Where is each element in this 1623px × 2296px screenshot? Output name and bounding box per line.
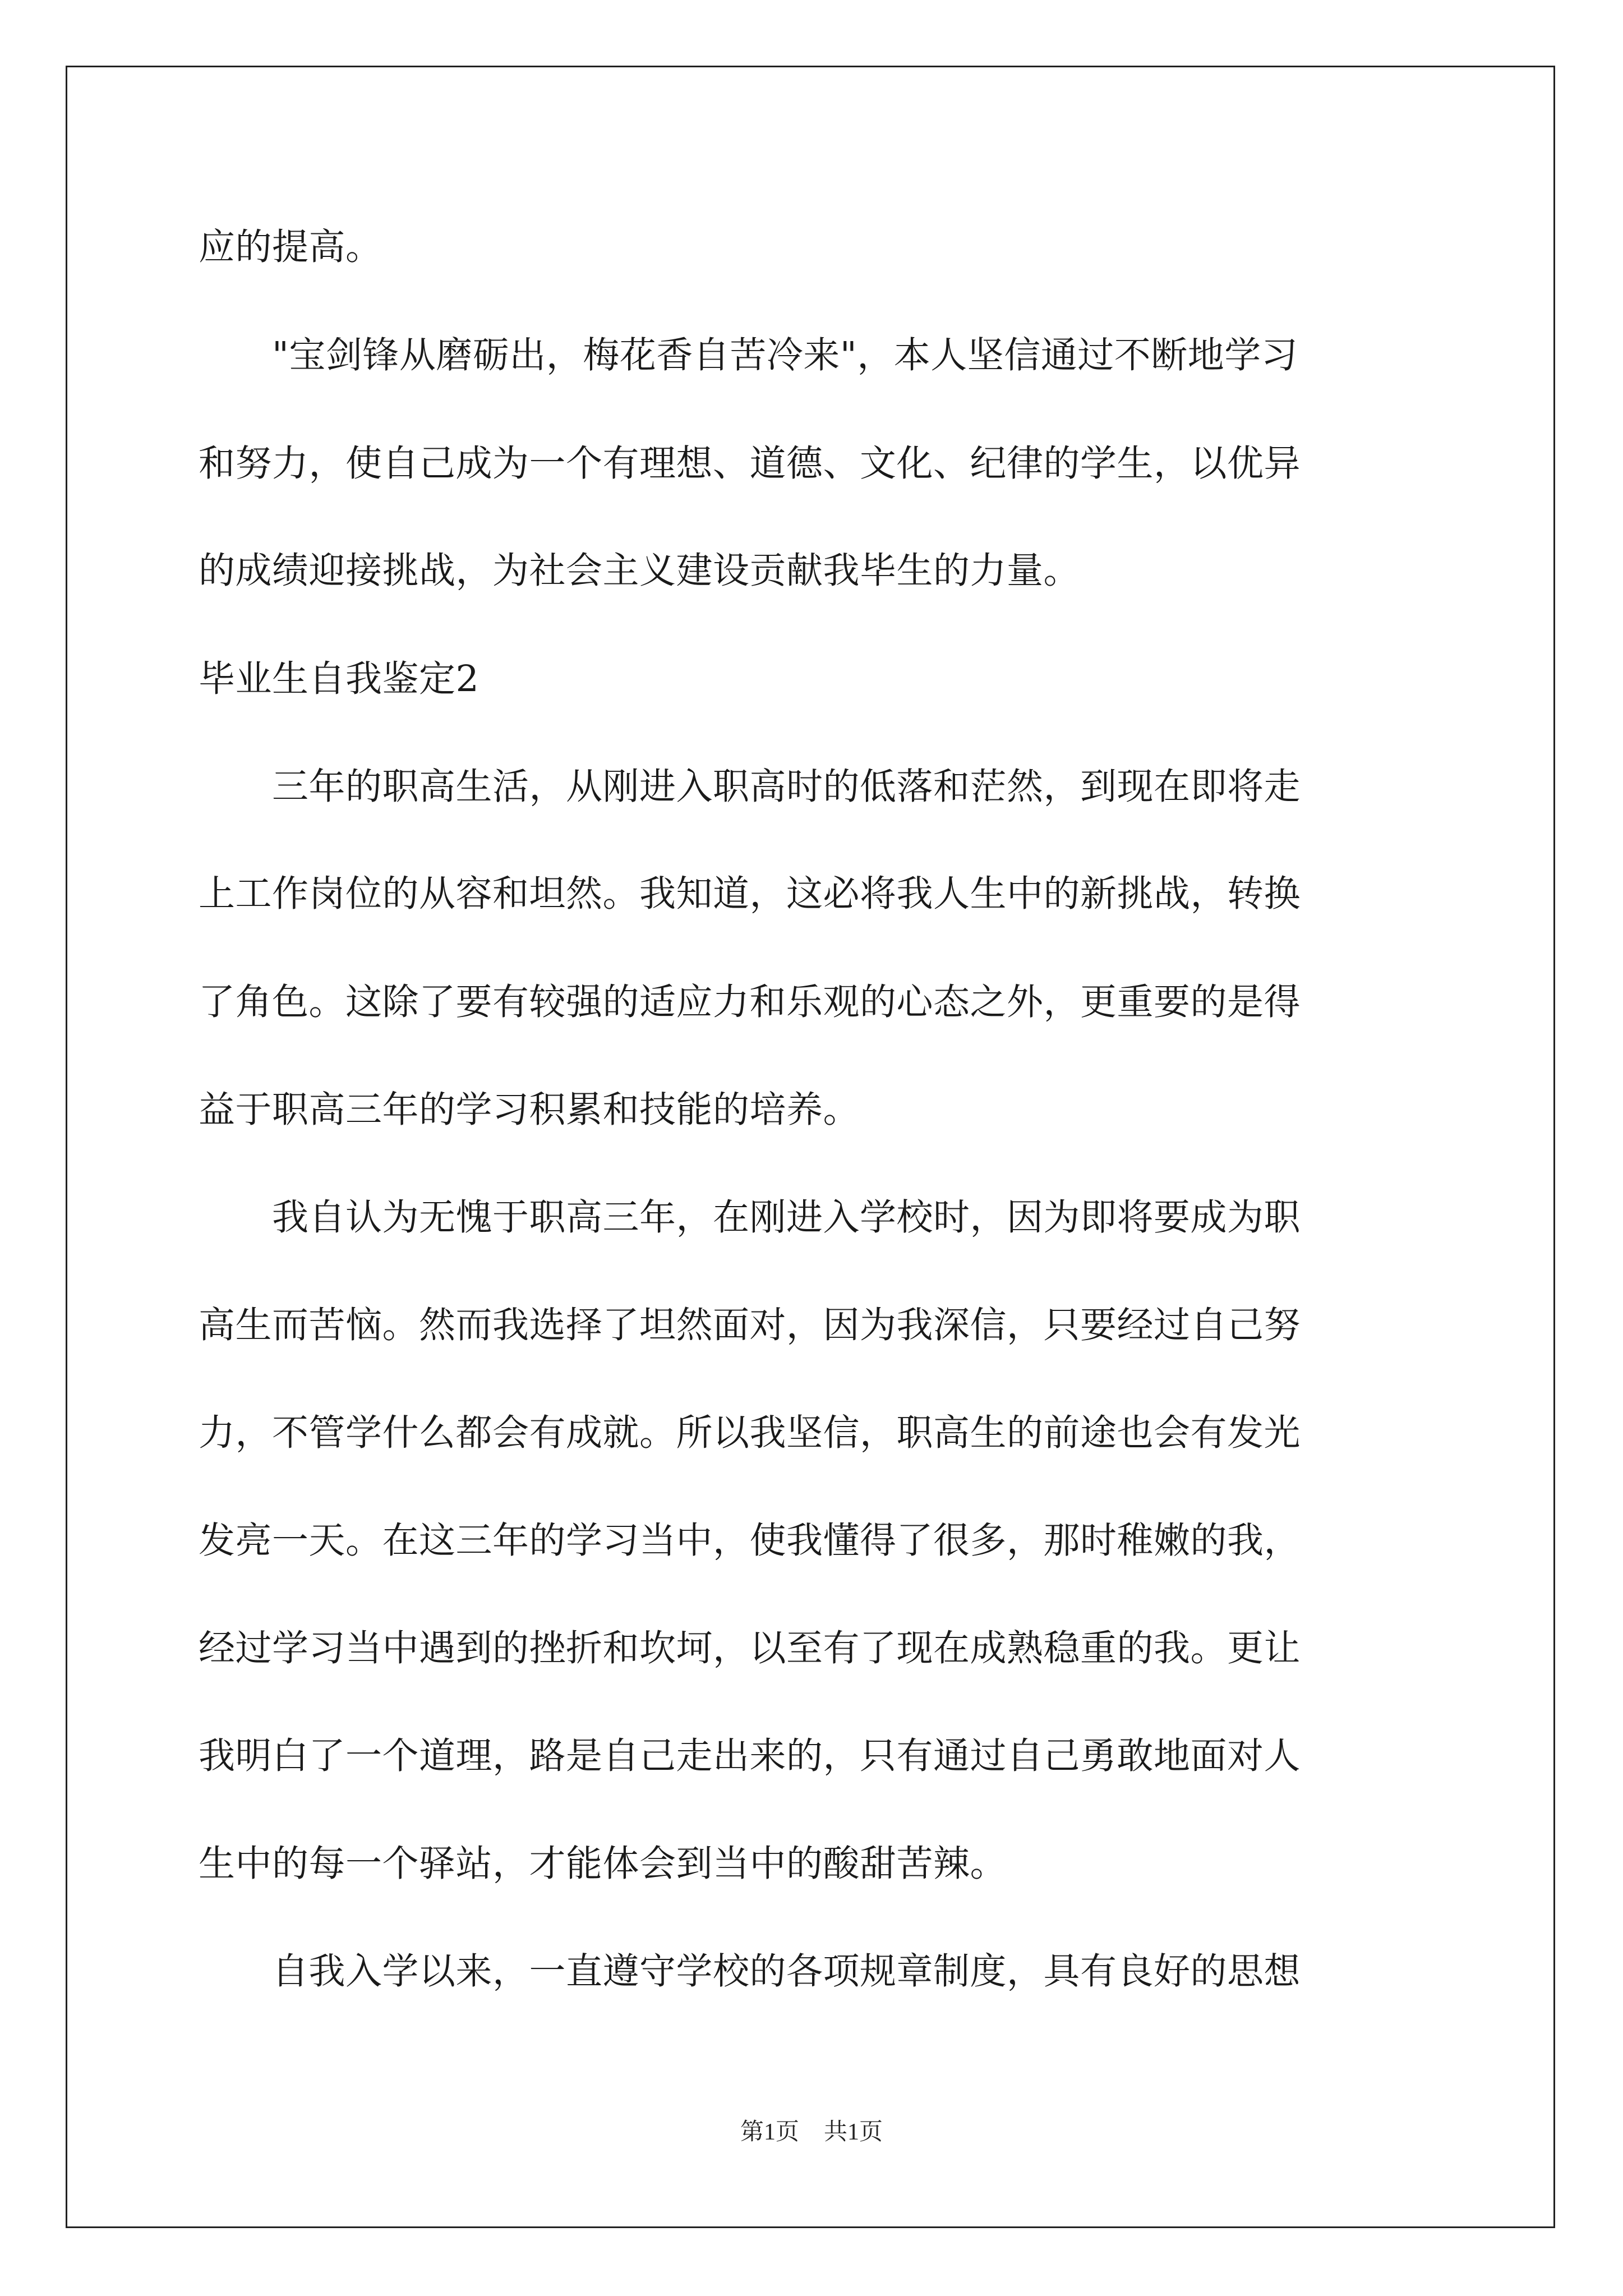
paragraph-line: 三年的职高生活，从刚进入职高时的低落和茫然，到现在即将走 [199,766,1301,808]
paragraph-line: 我自认为无愧于职高三年，在刚进入学校时，因为即将要成为职 [199,1197,1301,1239]
paragraph-line: 和努力，使自己成为一个有理想、道德、文化、纪律的学生，以优异 [199,443,1301,485]
page-count: 共1页 [824,2119,883,2145]
paragraph-line: 经过学习当中遇到的挫折和坎坷，以至有了现在成熟稳重的我。更让 [199,1627,1301,1669]
paragraph-line: 生中的每一个驿站，才能体会到当中的酸甜苦辣。 [199,1843,1007,1885]
paragraph-line: "宝剑锋从磨砺出，梅花香自苦冷来"，本人坚信通过不断地学习 [199,334,1298,376]
paragraph-line: 应的提高。 [199,226,382,268]
paragraph-line: 高生而苦恼。然而我选择了坦然面对，因为我深信，只要经过自己努 [199,1304,1301,1346]
paragraph-line: 上工作岗位的从容和坦然。我知道，这必将我人生中的新挑战，转换 [199,873,1301,915]
paragraph-line: 的成绩迎接挑战，为社会主义建设贡献我毕生的力量。 [199,550,1081,592]
paragraph-line: 我明白了一个道理，路是自己走出来的，只有通过自己勇敢地面对人 [199,1735,1301,1777]
paragraph-line: 了角色。这除了要有较强的适应力和乐观的心态之外，更重要的是得 [199,981,1301,1023]
paragraph-line: 发亮一天。在这三年的学习当中，使我懂得了很多，那时稚嫩的我， [199,1520,1301,1562]
paragraph-line: 力，不管学什么都会有成就。所以我坚信，职高生的前途也会有发光 [199,1412,1301,1454]
paragraph-line: 益于职高三年的学习积累和技能的培养。 [199,1089,860,1131]
paragraph-line: 自我入学以来，一直遵守学校的各项规章制度，具有良好的思想 [199,1950,1301,1993]
page-number: 第1页 [740,2119,799,2145]
section-heading: 毕业生自我鉴定2 [199,658,479,700]
page-border [66,66,1555,2228]
page-footer [0,2120,1623,2144]
